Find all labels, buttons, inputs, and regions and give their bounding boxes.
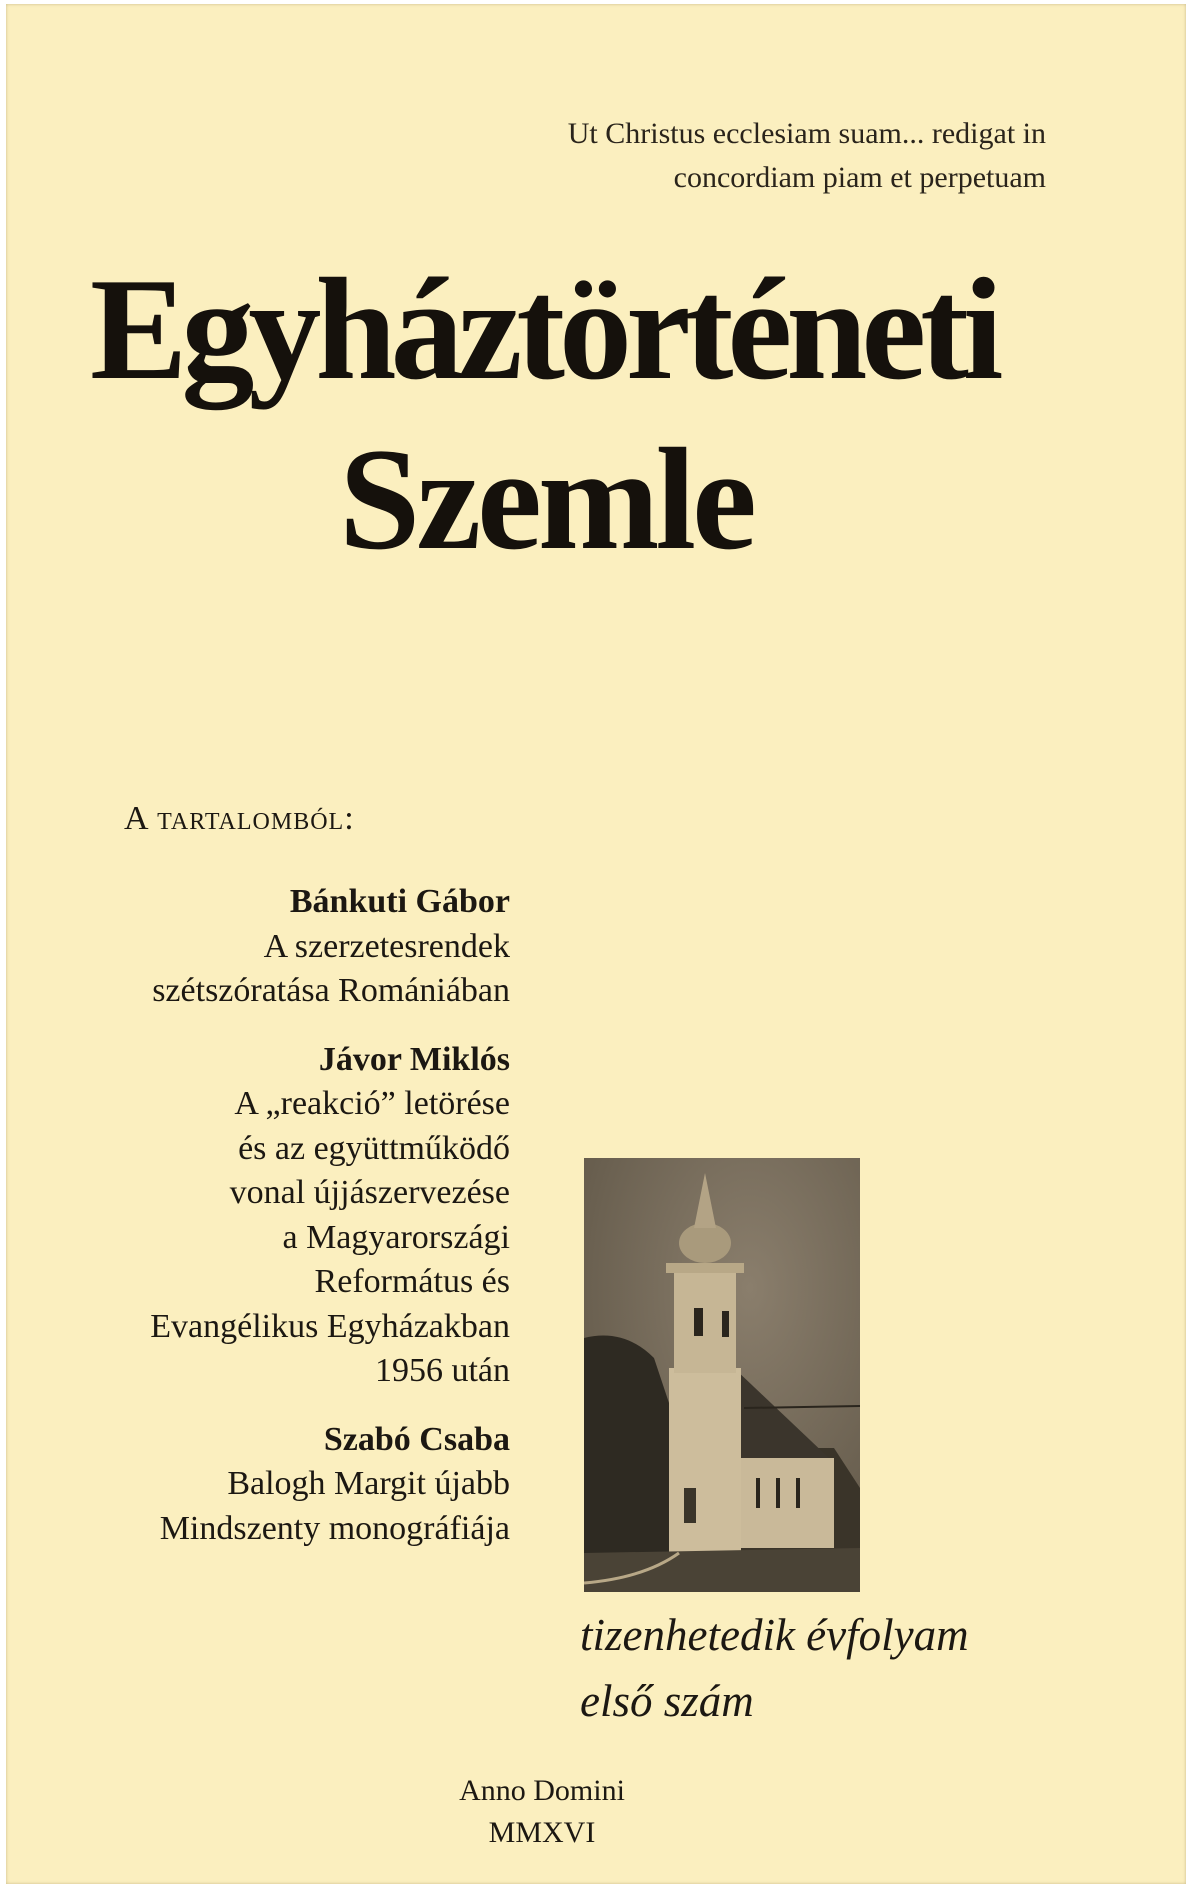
entry-title-line: a Magyarországi — [282, 1218, 510, 1256]
entry-title-line: Mindszenty monográfiája — [159, 1509, 510, 1547]
contents-entry — [150, 1038, 510, 1394]
journal-title-line2: Szemle — [339, 418, 753, 580]
entry-title-line: Balogh Margit újabb — [227, 1465, 510, 1502]
church-photo — [584, 1158, 860, 1592]
number-label: első szám — [580, 1676, 754, 1726]
epigraph-line: concordiam piam et perpetuam — [673, 161, 1046, 194]
entry-title-line: A szerzetesrendek — [263, 927, 510, 965]
entry-title-line: Evangélikus Egyházakban — [150, 1307, 510, 1345]
entry-title-line: és az együttműködő — [238, 1129, 510, 1167]
entry-author: Szabó Csaba — [323, 1420, 510, 1458]
volume-label: tizenhetedik évfolyam — [580, 1610, 969, 1660]
contents-heading: A tartalomból: — [124, 800, 355, 837]
journal-cover — [6, 4, 1186, 1884]
contents-list — [150, 880, 510, 1575]
anno-domini: Anno Domini — [459, 1774, 625, 1807]
entry-author: Jávor Miklós — [318, 1040, 510, 1078]
contents-entry — [150, 1418, 510, 1552]
epigraph — [568, 112, 1046, 200]
epigraph-line: Ut Christus ecclesiam suam... redigat in — [567, 117, 1046, 150]
year-roman: MMXVI — [488, 1816, 596, 1849]
entry-title-line: 1956 után — [374, 1352, 510, 1389]
journal-title: Egyháztörténeti — [90, 248, 998, 410]
entry-title-line: Református és — [314, 1263, 510, 1300]
entry-title-line: A „reakció” letörése — [234, 1085, 510, 1122]
contents-entry — [150, 880, 510, 1014]
issue-info — [580, 1602, 969, 1734]
entry-author: Bánkuti Gábor — [289, 883, 510, 920]
entry-title-line: vonal újjászervezése — [229, 1174, 510, 1211]
imprint-year — [6, 1770, 1078, 1854]
entry-title-line: szétszóratása Romániában — [152, 972, 510, 1009]
